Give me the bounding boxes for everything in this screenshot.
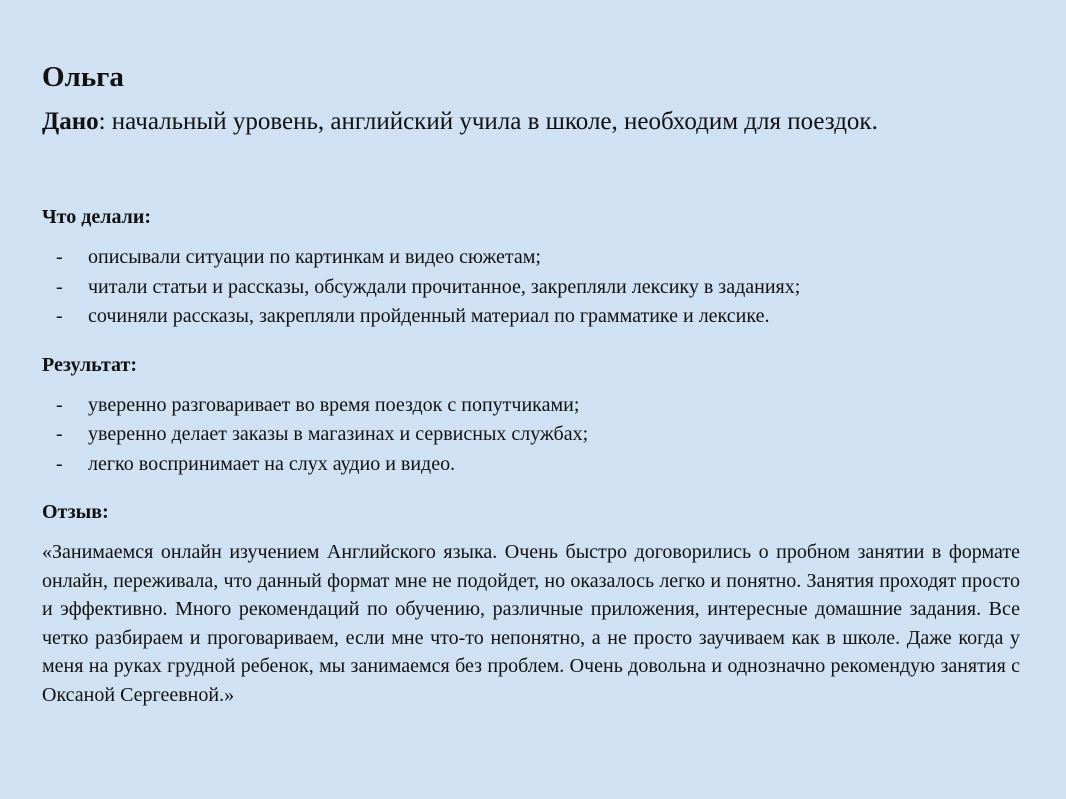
what-we-did-list	[42, 243, 1022, 332]
result-list	[42, 391, 1022, 480]
list-item	[42, 302, 1022, 332]
bullet-dash: -	[56, 275, 63, 298]
given-line	[42, 106, 1022, 138]
testimonial-slide	[42, 58, 1022, 710]
list-item	[42, 391, 1022, 421]
review-title: Отзыв:	[42, 501, 109, 523]
bullet-dash: -	[56, 423, 63, 445]
student-name: Ольга	[42, 61, 124, 93]
given-label: Дано	[42, 108, 99, 135]
list-item	[42, 450, 1022, 480]
list-item-text: читали статьи и рассказы, обсуждали прочитанное, закрепляли лексику в заданиях;	[88, 275, 801, 298]
bullet-dash: -	[56, 305, 63, 327]
list-item-text: описывали ситуации по картинкам и видео сюжетам;	[88, 246, 541, 268]
bullet-dash: -	[56, 452, 63, 475]
what-we-did-title: Что делали:	[42, 206, 152, 228]
review-text: «Занимаемся онлайн изучением Английского языка. Очень быстро договорились о пробном занятии в формате онлайн, переживала, что данный формат мне не подойдет, но оказалось легко и понятно. Занятия проходят просто и эффективно. Много рекомендаций по обучению, различные приложения, интересные домашние задания. Все четко разбираем и проговариваем, если мне что-то непонятно, а не просто заучиваем как в школе. Даже когда у меня на руках грудной ребенок, мы занимаемся без проблем. Очень довольна и однозначно рекомендую занятия с Оксаной Сергеевной.»	[42, 541, 1020, 706]
list-item	[42, 273, 1022, 303]
given-text: : начальный уровень, английский учила в школе, необходим для поездок.	[98, 108, 878, 135]
result-title: Результат:	[42, 353, 138, 376]
list-item	[42, 420, 1022, 450]
list-item-text: уверенно разговаривает во время поездок с попутчиками;	[88, 393, 580, 416]
bullet-dash: -	[56, 393, 63, 416]
list-item-text: уверенно делает заказы в магазинах и сервисных службах;	[88, 423, 589, 445]
list-item-text: сочиняли рассказы, закрепляли пройденный материал по грамматике и лексике.	[88, 305, 770, 327]
list-item-text: легко воспринимает на слух аудио и видео.	[88, 452, 456, 475]
bullet-dash: -	[56, 246, 63, 268]
list-item	[42, 243, 1022, 273]
